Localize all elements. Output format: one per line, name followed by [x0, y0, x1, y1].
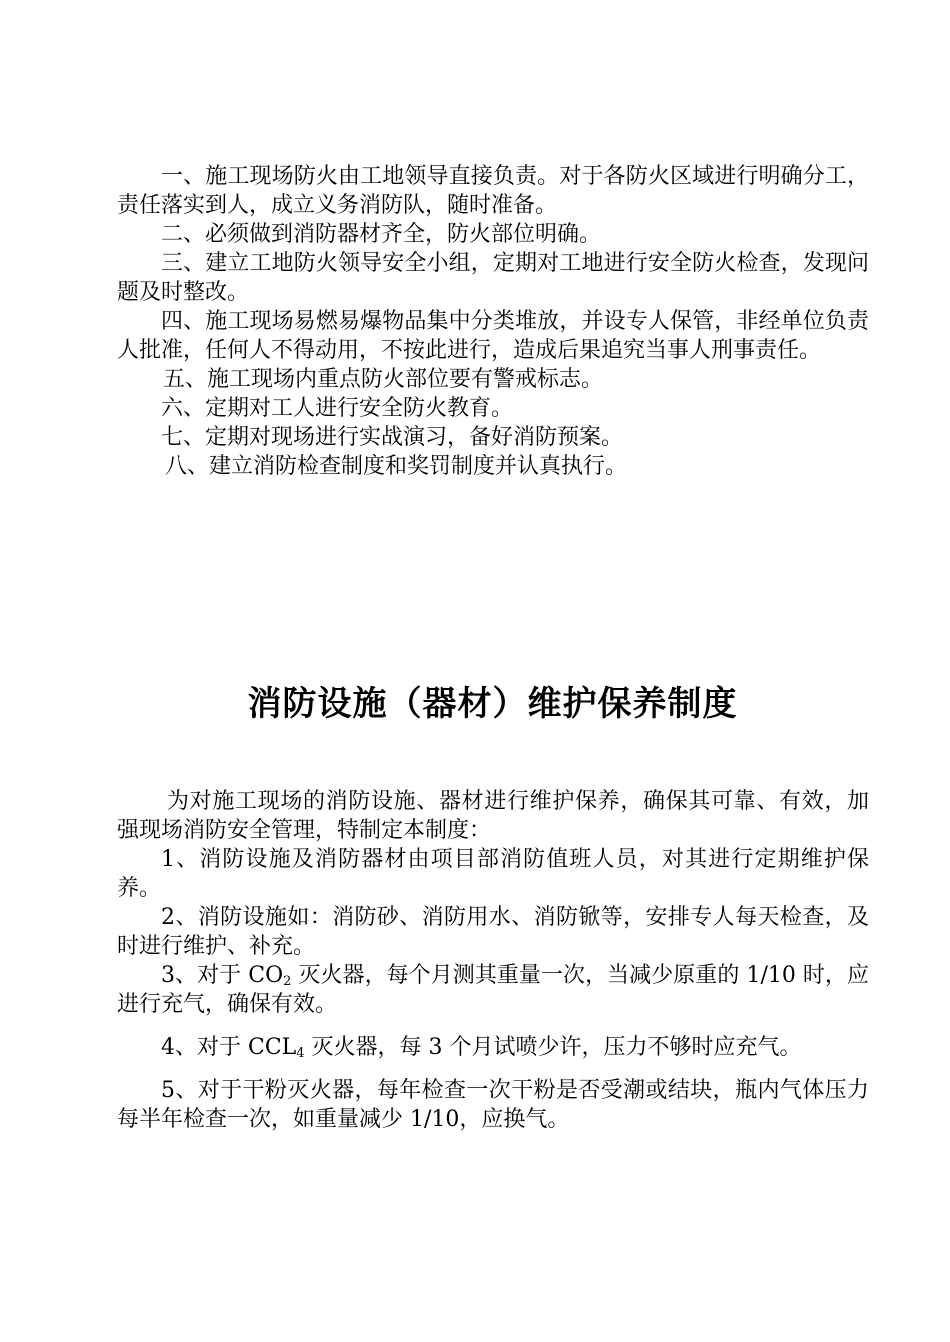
- fire-prevention-rules: [117, 162, 869, 481]
- rule-7: 七、定期对现场进行实战演习，备好消防预案。: [161, 425, 624, 450]
- maintenance-item-3: [117, 961, 869, 1019]
- item-3-text-before: 3、对于 CO: [161, 963, 284, 988]
- rule-2: 二、必须做到消防器材齐全，防火部位明确。: [161, 222, 602, 247]
- rule-4: 四、施工现场易燃易爆物品集中分类堆放，并设专人保管，非经单位负责人批准，任何人不得动用，不按此进行，造成后果追究当事人刑事责任。: [117, 309, 869, 363]
- rule-1: 一、施工现场防火由工地领导直接负责。对于各防火区域进行明确分工，责任落实到人，成立义务消防队，随时准备。: [117, 164, 869, 218]
- section-title: 消防设施（器材）维护保养制度: [247, 684, 738, 724]
- item-3-subscript: 2: [283, 974, 292, 989]
- rule-5: 五、施工现场内重点防火部位要有警戒标志。: [163, 367, 604, 392]
- item-4-text-before: 4、对于 CCL: [161, 1035, 297, 1060]
- maintenance-item-4: [117, 1033, 869, 1062]
- rule-3: 三、建立工地防火领导安全小组，定期对工地进行安全防火检查，发现问题及时整改。: [117, 251, 869, 305]
- item-3-text-after: 灭火器，每个月测其重量一次，当减少原重的 1/10 时，应进行充气，确保有效。: [117, 963, 869, 1017]
- item-4-text-after: 灭火器，每 3 个月试喷少许，压力不够时应充气。: [304, 1035, 802, 1060]
- maintenance-rules: [117, 787, 869, 1134]
- rule-8: 八、建立消防检查制度和奖罚制度并认真执行。: [165, 454, 628, 479]
- maintenance-item-1: 1、消防设施及消防器材由项目部消防值班人员，对其进行定期维护保养。: [117, 847, 869, 901]
- rule-6: 六、定期对工人进行安全防火教育。: [161, 396, 514, 421]
- maintenance-item-2: 2、消防设施如：消防砂、消防用水、消防锨等，安排专人每天检查，及时进行维护、补充。: [117, 905, 869, 959]
- maintenance-intro: 为对施工现场的消防设施、器材进行维护保养，确保其可靠、有效，加强现场消防安全管理，特制定本制度：: [117, 789, 869, 843]
- maintenance-item-5: 5、对于干粉灭火器，每年检查一次干粉是否受潮或结块，瓶内气体压力每半年检查一次，如重量减少 1/10，应换气。: [117, 1078, 869, 1132]
- item-4-subscript: 4: [296, 1046, 305, 1061]
